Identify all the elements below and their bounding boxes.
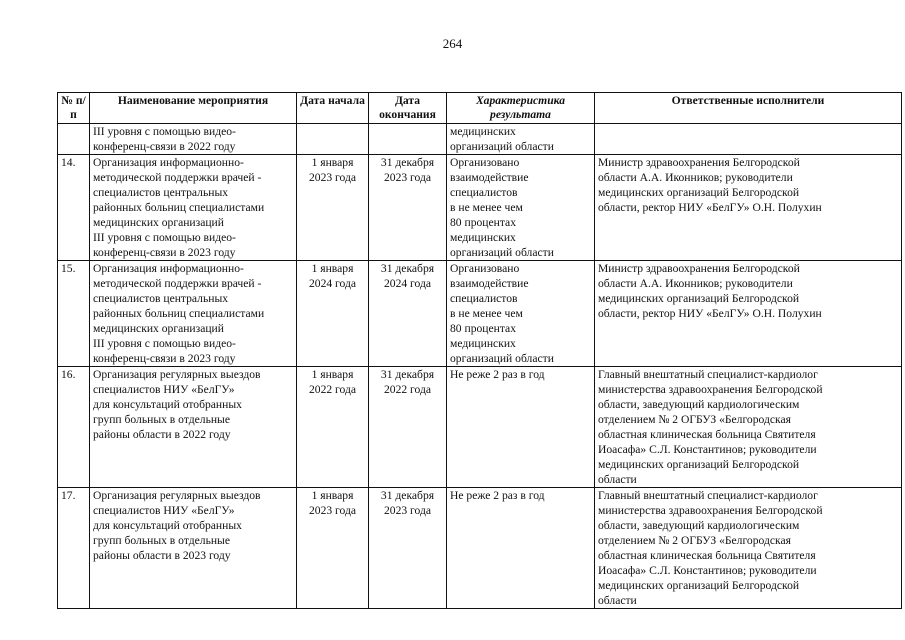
cell-line: 31 декабря (380, 368, 435, 381)
events-table (57, 92, 902, 609)
table-row-continuation (58, 124, 902, 155)
cell-line: медицинских организаций Белгородской (598, 186, 800, 199)
cell-characteristic (447, 367, 595, 488)
cell-start-date (297, 261, 369, 367)
cell-line: в не менее чем (450, 201, 523, 214)
header-responsible: Ответственные исполнители (595, 93, 902, 124)
table-row (58, 367, 902, 488)
cell-line: 1 января (311, 262, 354, 275)
cell-line: области А.А. Иконников; руководители (598, 277, 793, 290)
cell-line: районных больниц специалистами (93, 307, 265, 320)
cell-line: области А.А. Иконников; руководители (598, 171, 793, 184)
cell-line: 2022 года (308, 383, 357, 396)
cell-line: областная клиническая больница Святителя (598, 549, 816, 562)
cell-line: медицинских (450, 231, 516, 244)
cell-line: Иоасафа» С.Л. Константинов; руководители (598, 443, 817, 456)
cell-name (90, 155, 297, 261)
cell-name (90, 261, 297, 367)
cell-line: специалистов (450, 186, 518, 199)
cell-line: Главный внештатный специалист-кардиолог (598, 368, 818, 381)
cell-line: области, ректор НИУ «БелГУ» О.Н. Полухин (598, 201, 822, 214)
cell-line: Главный внештатный специалист-кардиолог (598, 489, 818, 502)
cell-line: для консультаций отобранных (93, 519, 242, 532)
cell-line: взаимодействие (450, 171, 529, 184)
cell-line: групп больных в отдельные (93, 413, 230, 426)
cell-line: Не реже 2 раз в год (450, 368, 545, 381)
cell-end-date (369, 488, 447, 609)
cell-characteristic (447, 488, 595, 609)
cell-line: методической поддержки врачей - (93, 277, 262, 290)
cell-line: специалистов центральных (93, 292, 229, 305)
cell-line: 2024 года (383, 277, 432, 290)
cell-line: 2023 года (308, 504, 357, 517)
cell-line: Организация регулярных выездов (93, 368, 261, 381)
cell-line: III уровня с помощью видео- (93, 231, 236, 244)
cell-line: Иоасафа» С.Л. Константинов; руководители (598, 564, 817, 577)
cell-line: Не реже 2 раз в год (450, 489, 545, 502)
cell-line: 31 декабря (380, 156, 435, 169)
cell-line: области, ректор НИУ «БелГУ» О.Н. Полухин (598, 307, 822, 320)
cell-end-date (369, 367, 447, 488)
cell-line: Министр здравоохранения Белгородской (598, 156, 800, 169)
cell-line: III уровня с помощью видео- (93, 125, 236, 138)
cell-num: 17. (58, 488, 90, 609)
cell-line: 2023 года (383, 504, 432, 517)
cell-line: Организация информационно- (93, 156, 244, 169)
cell-num: 14. (58, 155, 90, 261)
cell-line: Министр здравоохранения Белгородской (598, 262, 800, 275)
cell-line: 1 января (311, 489, 354, 502)
cell-line: 80 процентах (450, 216, 516, 229)
cell-line: Организация информационно- (93, 262, 244, 275)
cell-line: медицинских организаций (93, 216, 224, 229)
cell-num: 16. (58, 367, 90, 488)
cell-line: специалистов НИУ «БелГУ» (93, 383, 235, 396)
header-num: № п/п (58, 93, 90, 124)
cell-line: для консультаций отобранных (93, 398, 242, 411)
table-row (58, 488, 902, 609)
table-header-row (58, 93, 902, 124)
cell-line: области, заведующий кардиологическим (598, 519, 800, 532)
cell-line: области (598, 473, 637, 486)
cell-line: медицинских (450, 337, 516, 350)
cell-line: 2023 года (308, 171, 357, 184)
header-start-date: Дата начала (297, 93, 369, 124)
cell-line: отделением № 2 ОГБУЗ «Белгородская (598, 534, 791, 547)
cell-line: III уровня с помощью видео- (93, 337, 236, 350)
cell-line: Организация регулярных выездов (93, 489, 261, 502)
cell-line: районных больниц специалистами (93, 201, 265, 214)
cell-line: министерства здравоохранения Белгородской (598, 504, 823, 517)
cell-line: конференц-связи в 2023 году (93, 246, 236, 259)
cell-line: 80 процентах (450, 322, 516, 335)
cell-line: конференц-связи в 2023 году (93, 352, 236, 365)
cell-name (90, 124, 297, 155)
cell-responsible (595, 261, 902, 367)
cell-line: взаимодействие (450, 277, 529, 290)
header-name: Наименование мероприятия (90, 93, 297, 124)
cell-line: районы области в 2022 году (93, 428, 231, 441)
cell-responsible (595, 488, 902, 609)
cell-responsible (595, 367, 902, 488)
cell-line: конференц-связи в 2022 году (93, 140, 236, 153)
cell-line: 2023 года (383, 171, 432, 184)
cell-end-date (369, 155, 447, 261)
cell-num (58, 124, 90, 155)
cell-line: организаций области (450, 140, 554, 153)
cell-line: специалистов НИУ «БелГУ» (93, 504, 235, 517)
cell-characteristic (447, 124, 595, 155)
cell-start-date (297, 367, 369, 488)
cell-end-date (369, 261, 447, 367)
cell-line: в не менее чем (450, 307, 523, 320)
cell-line: медицинских организаций (93, 322, 224, 335)
cell-line: методической поддержки врачей - (93, 171, 262, 184)
cell-end-date (369, 124, 447, 155)
cell-line: областная клиническая больница Святителя (598, 428, 816, 441)
cell-line: Организовано (450, 156, 520, 169)
cell-start-date (297, 488, 369, 609)
cell-line: медицинских (450, 125, 516, 138)
page-number: 264 (442, 36, 463, 51)
cell-num: 15. (58, 261, 90, 367)
cell-line: области, заведующий кардиологическим (598, 398, 800, 411)
cell-line: специалистов (450, 292, 518, 305)
table-row (58, 155, 902, 261)
cell-line: 31 декабря (380, 489, 435, 502)
cell-line: 2024 года (308, 277, 357, 290)
cell-line: 31 декабря (380, 262, 435, 275)
cell-characteristic (447, 261, 595, 367)
cell-line: групп больных в отдельные (93, 534, 230, 547)
cell-line: отделением № 2 ОГБУЗ «Белгородская (598, 413, 791, 426)
cell-line: Организовано (450, 262, 520, 275)
cell-line: медицинских организаций Белгородской (598, 579, 800, 592)
cell-name (90, 488, 297, 609)
cell-name (90, 367, 297, 488)
cell-responsible (595, 124, 902, 155)
cell-line: районы области в 2023 году (93, 549, 231, 562)
cell-line: организаций области (450, 352, 554, 365)
table-row (58, 261, 902, 367)
cell-characteristic (447, 155, 595, 261)
cell-line: области (598, 594, 637, 607)
cell-line: организаций области (450, 246, 554, 259)
cell-start-date (297, 124, 369, 155)
cell-line: министерства здравоохранения Белгородской (598, 383, 823, 396)
cell-line: 1 января (311, 368, 354, 381)
cell-line: медицинских организаций Белгородской (598, 292, 800, 305)
header-end-date: Дата окончания (369, 93, 447, 124)
cell-start-date (297, 155, 369, 261)
cell-line: медицинских организаций Белгородской (598, 458, 800, 471)
header-characteristic: Характеристика результата (447, 93, 595, 124)
cell-responsible (595, 155, 902, 261)
cell-line: специалистов центральных (93, 186, 229, 199)
cell-line: 1 января (311, 156, 354, 169)
cell-line: 2022 года (383, 383, 432, 396)
